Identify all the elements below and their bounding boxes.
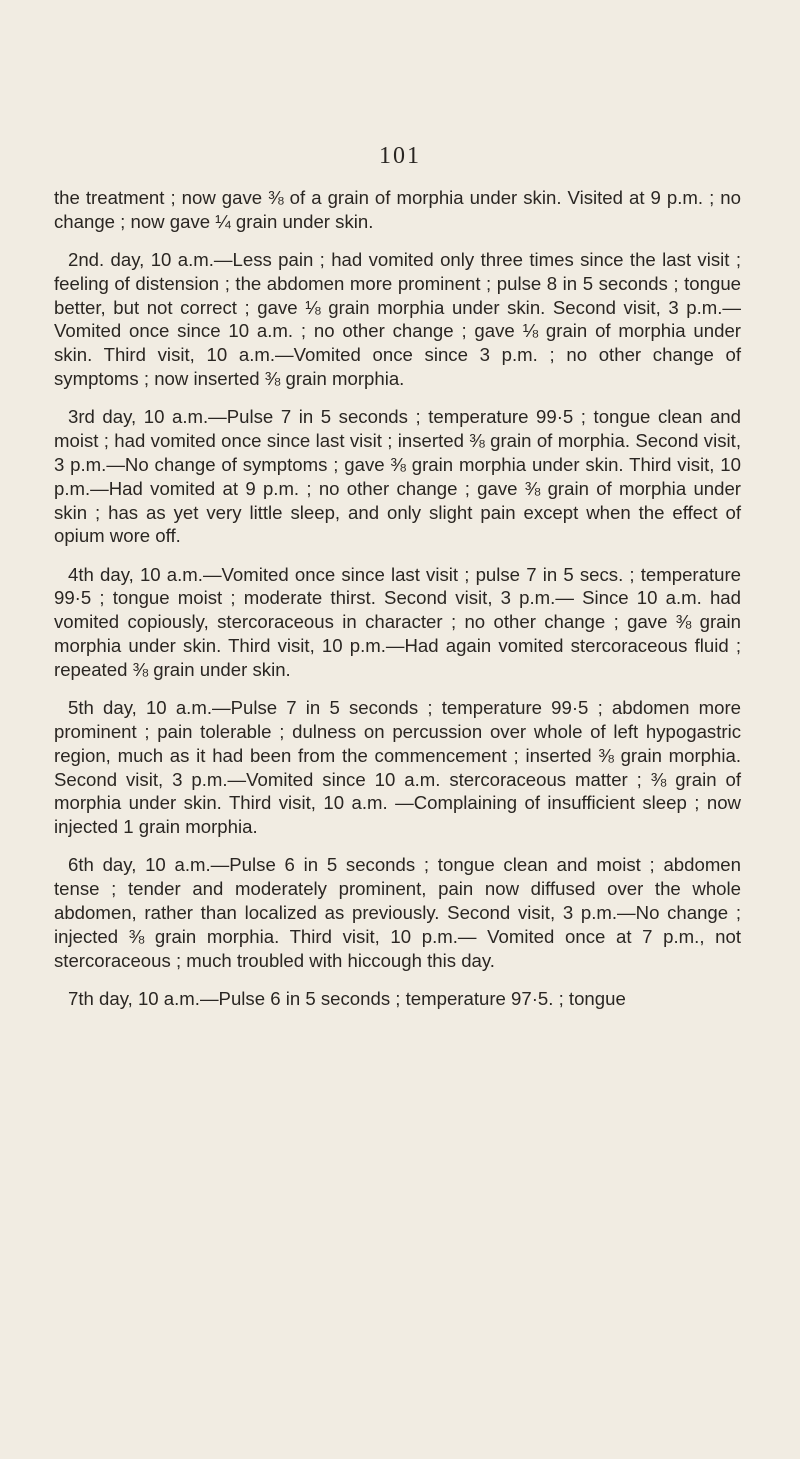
case-notes-text bbox=[54, 186, 741, 1025]
paragraph-day-2: 2nd. day, 10 a.m.—Less pain ; had vomited only three times since the last visit ; feeling of distension ; the abdomen more prominent ; pulse 8 in 5 seconds ; tongue better, but not correct ; gave ⅛ grain morphia under skin. Second visit, 3 p.m.—Vomited once since 10 a.m. ; no other change ; gave ⅛ grain of morphia under skin. Third visit, 10 a.m.—Vomited once since 3 p.m. ; no other change of symptoms ; now inserted ⅜ grain morphia. bbox=[54, 249, 741, 390]
paragraph-day-5: 5th day, 10 a.m.—Pulse 7 in 5 seconds ; temperature 99·5 ; abdomen more prominent ; pain tolerable ; dulness on percussion over whole of left hypogastric region, much as it had been from the commencement ; inserted ⅜ grain morphia. Second visit, 3 p.m.—Vomited since 10 a.m. stercoraceous matter ; ⅜ grain of morphia under skin. Third visit, 10 a.m. —Complaining of insufficient sleep ; now injected 1 grain morphia. bbox=[54, 697, 741, 838]
paragraph-day-6: 6th day, 10 a.m.—Pulse 6 in 5 seconds ; tongue clean and moist ; abdomen tense ; tender and moderately prominent, pain now diffused over the whole abdomen, rather than localized as previously. Second visit, 3 p.m.—No change ; injected ⅜ grain morphia. Third visit, 10 p.m.— Vomited once at 7 p.m., not stercoraceous ; much troubled with hiccough this day. bbox=[54, 854, 741, 971]
paragraph-day-4: 4th day, 10 a.m.—Vomited once since last visit ; pulse 7 in 5 secs. ; temperature 99·5 ; tongue moist ; moderate thirst. Second visit, 3 p.m.— Since 10 a.m. had vomited copiously, stercoraceous in character ; no other change ; gave ⅜ grain morphia under skin. Third visit, 10 p.m.—Had again vomited stercoraceous fluid ; repeated ⅜ grain under skin. bbox=[54, 563, 741, 680]
paragraph-day-7: 7th day, 10 a.m.—Pulse 6 in 5 seconds ; temperature 97·5. ; tongue bbox=[68, 987, 626, 1009]
paragraph-day-3: 3rd day, 10 a.m.—Pulse 7 in 5 seconds ; temperature 99·5 ; tongue clean and moist ; had vomited once since last visit ; inserted ⅜ grain of morphia. Second visit, 3 p.m.—No change of symptoms ; gave ⅜ grain morphia under skin. Third visit, 10 p.m.—Had vomited at 9 p.m. ; no other change ; gave ⅜ grain of morphia under skin ; has as yet very little sleep, and only slight pain except when the effect of opium wore off. bbox=[54, 406, 741, 547]
paragraph-intro: the treatment ; now gave ⅜ of a grain of morphia under skin. Visited at 9 p.m. ; no change ; now gave ¼ grain under skin. bbox=[54, 187, 741, 232]
page-number: 101 bbox=[379, 143, 421, 169]
